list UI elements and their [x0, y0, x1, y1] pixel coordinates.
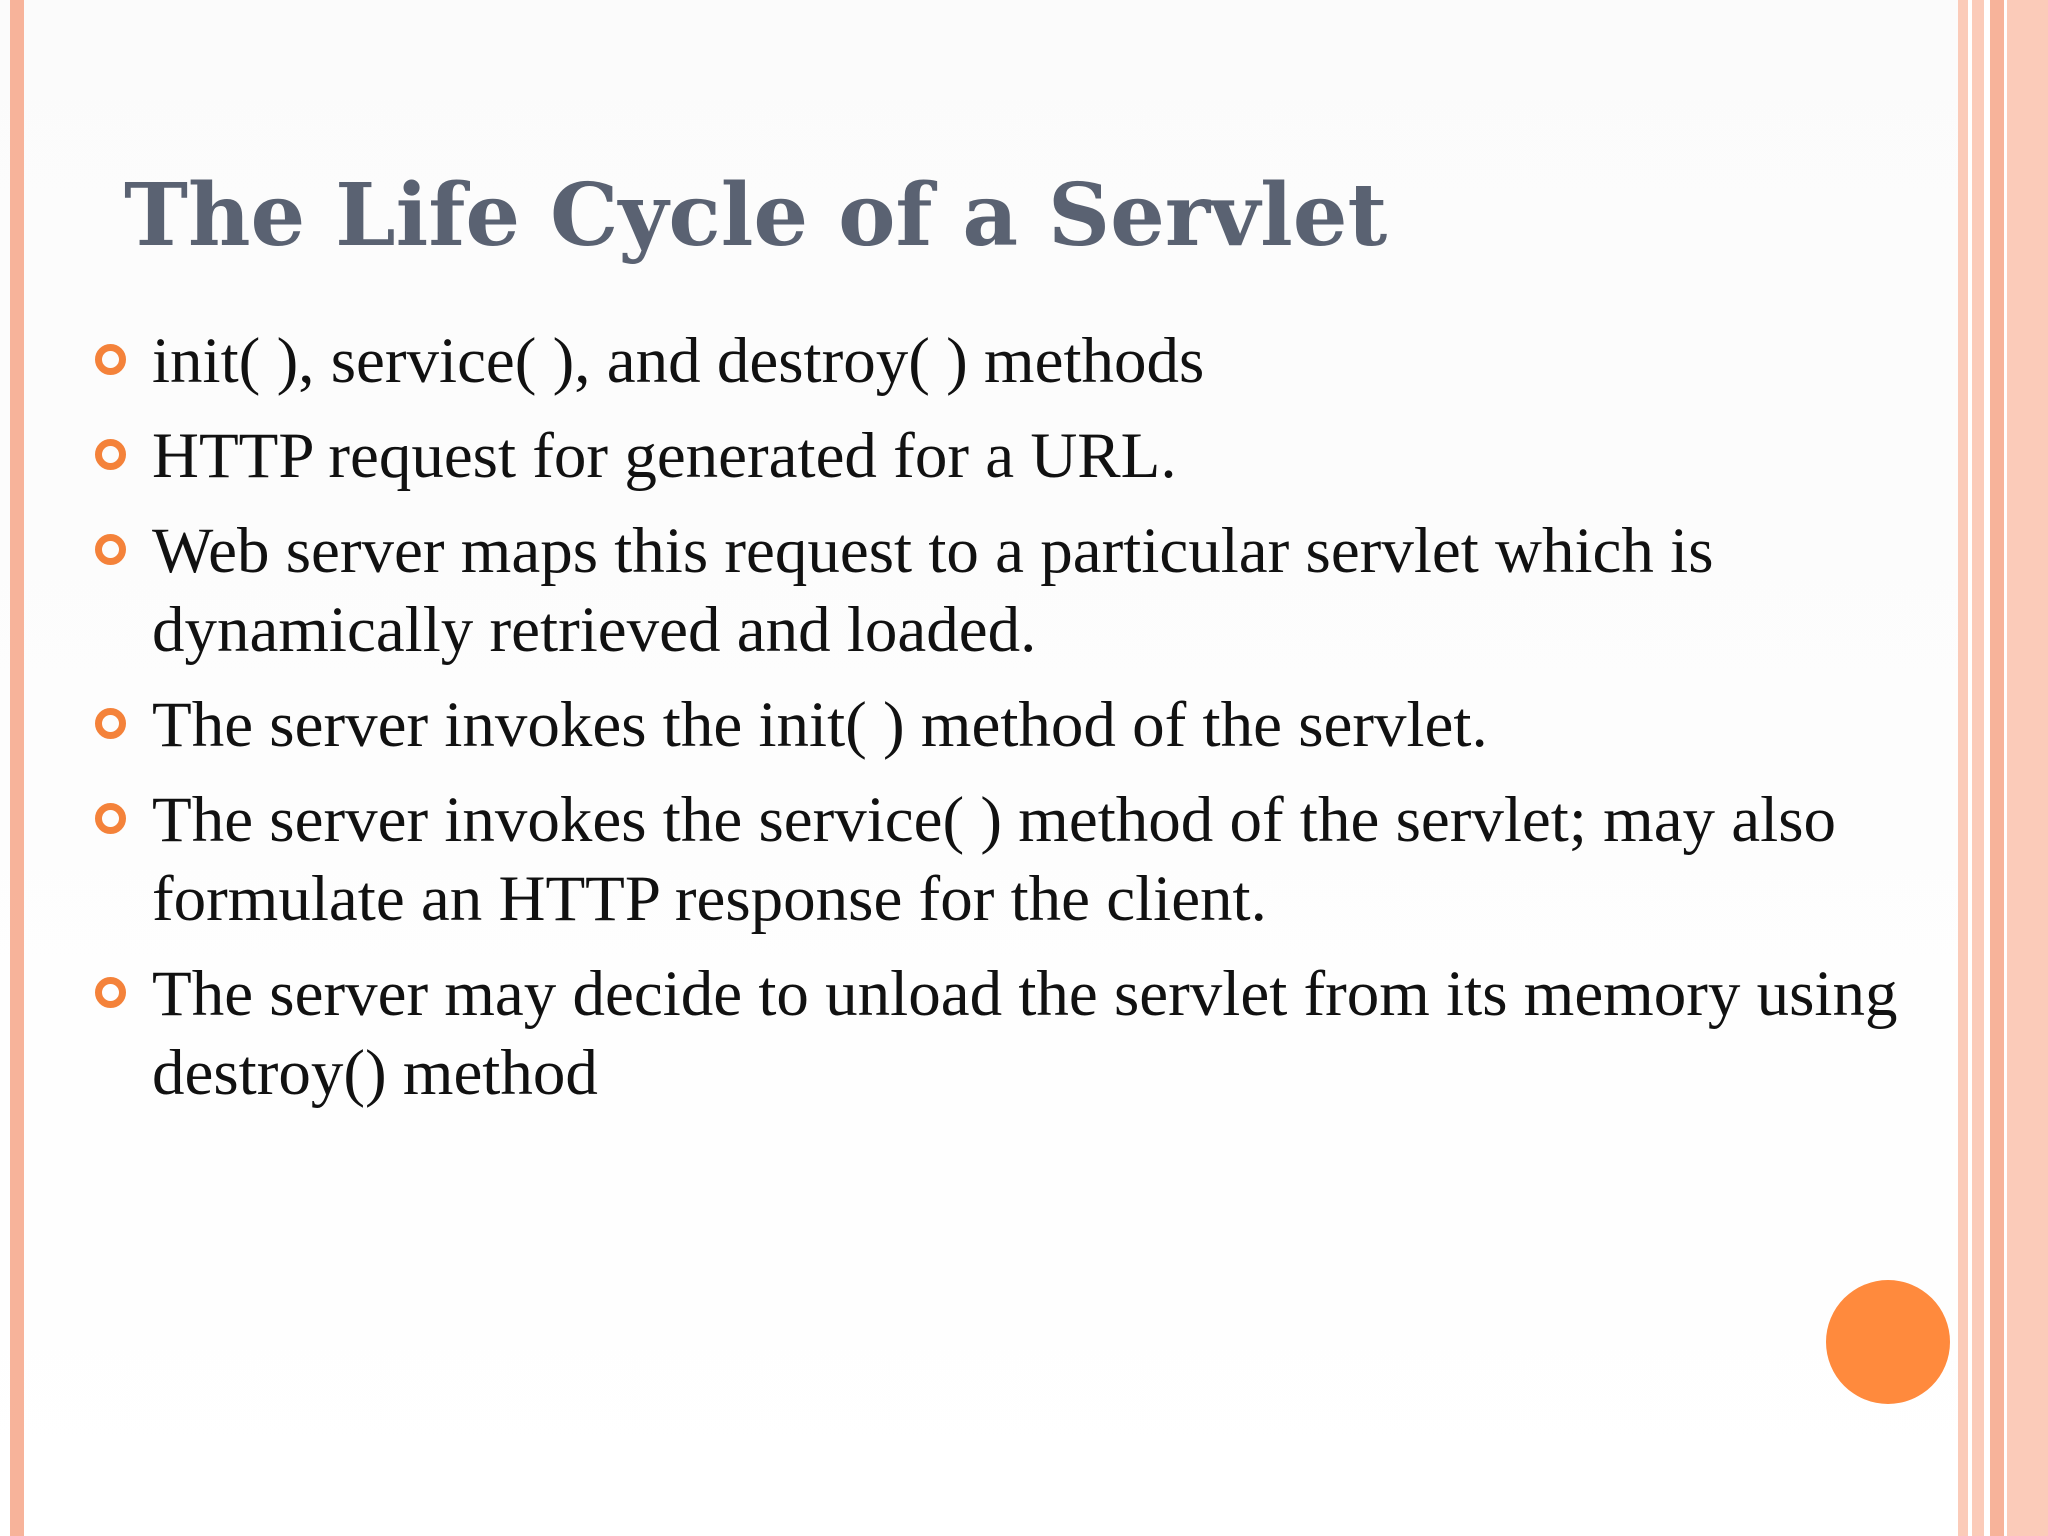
bullet-text: The server invokes the init( ) method of the servlet.: [152, 689, 1488, 761]
bullet-item: [92, 512, 1952, 670]
bullet-item: [92, 686, 1952, 765]
right-border-stripe: [1990, 0, 2004, 1536]
bullet-ring-icon: [95, 439, 126, 470]
bullet-ring-icon: [95, 708, 126, 739]
slide-title: The Life Cycle of a Servlet: [124, 165, 1388, 266]
bullet-item: [92, 322, 1952, 401]
bullet-item: [92, 955, 1952, 1113]
bullet-text: HTTP request for generated for a URL.: [152, 420, 1177, 492]
bullet-text: The server invokes the service( ) method of the servlet; may also formulate an HTTP response for the client.: [152, 784, 1837, 935]
decorative-circle-icon: [1826, 1280, 1950, 1404]
bullet-ring-icon: [95, 344, 126, 375]
left-border-stripe: [10, 0, 24, 1536]
bullet-ring-icon: [95, 534, 126, 565]
bullet-text: The server may decide to unload the servlet from its memory using destroy() method: [152, 958, 1898, 1109]
right-border-stripe: [2007, 0, 2048, 1536]
bullet-item: [92, 417, 1952, 496]
bullet-ring-icon: [95, 977, 126, 1008]
bullet-item: [92, 781, 1952, 939]
bullet-list: [92, 322, 1952, 1129]
right-border-stripe: [1958, 0, 1968, 1536]
bullet-text: init( ), service( ), and destroy( ) methods: [152, 325, 1205, 397]
right-border-stripe: [1972, 0, 1984, 1536]
bullet-text: Web server maps this request to a particular servlet which is dynamically retrieved and loaded.: [152, 515, 1714, 666]
bullet-ring-icon: [95, 803, 126, 834]
